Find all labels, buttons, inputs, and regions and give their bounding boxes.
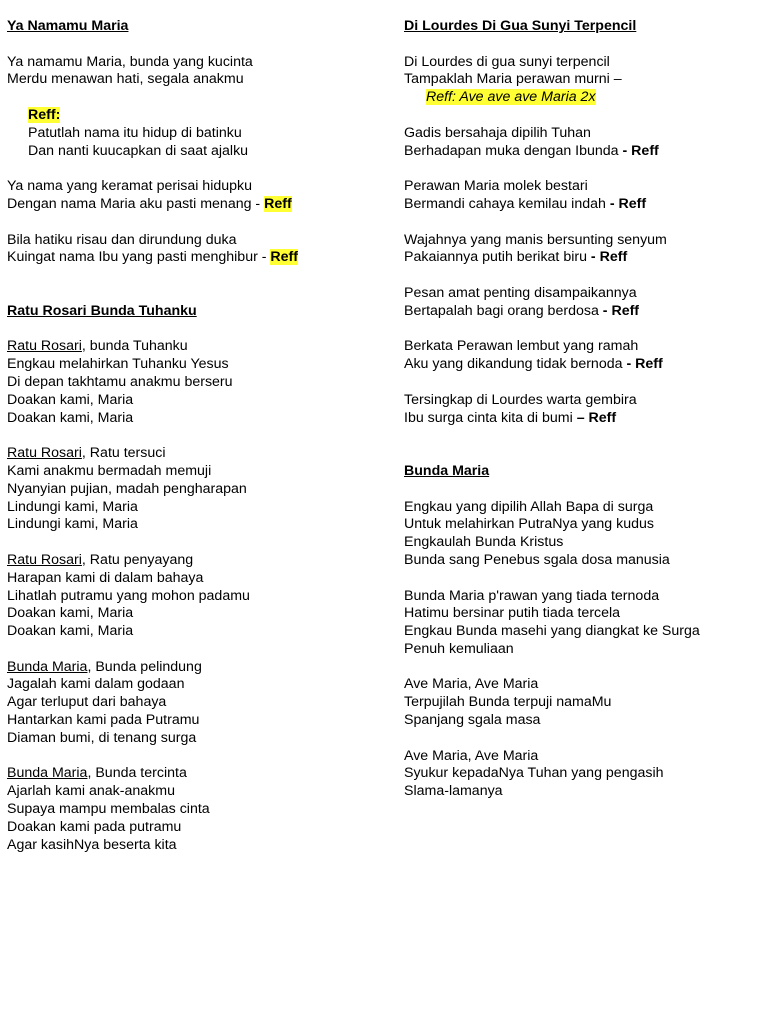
- lyric-line: Dengan nama Maria aku pasti menang - Reff: [7, 195, 292, 212]
- stanza: [404, 748, 764, 801]
- lyric-line: Jagalah kami dalam godaan: [7, 676, 185, 693]
- lyric-line: Bunda Maria p'rawan yang tiada ternoda: [404, 587, 660, 604]
- lyric-line: Dan nanti kuucapkan di saat ajalku: [28, 142, 249, 159]
- stanza: Bunda Maria, Bunda tercinta Ajarlah kami anak-anakmu Supaya mampu membalas cinta Doakan kami pada putramu Agar kasihNya beserta kita: [7, 765, 377, 854]
- lyric-line: Di Lourdes di gua sunyi terpencil: [404, 53, 610, 70]
- lyric-line: Wajahnya yang manis bersunting senyum: [404, 231, 667, 248]
- stanza: Ratu Rosari, bunda Tuhanku Engkau melahirkan Tuhanku Yesus Di depan takhtamu anakmu berseru Doakan kami, Maria Doakan kami, Maria: [7, 338, 377, 427]
- lyric-line: Doakan kami, Maria: [7, 605, 134, 622]
- stanza: [404, 676, 764, 729]
- lyric-line: Ibu surga cinta kita di bumi – Reff: [404, 409, 617, 426]
- lyric-line: Berhadapan muka dengan Ibunda - Reff: [404, 142, 659, 159]
- lyric-line: Patutlah nama itu hidup di batinku: [28, 124, 242, 141]
- lyric-line: Slama-lamanya: [404, 783, 503, 800]
- lyric-line: Spanjang sgala masa: [404, 712, 541, 729]
- lyric-line: Aku yang dikandung tidak bernoda - Reff: [404, 356, 663, 373]
- lyric-line: Lihatlah putramu yang mohon padamu: [7, 587, 250, 604]
- lyric-line: Engkau yang dipilih Allah Bapa di surga: [404, 498, 654, 515]
- lyric-line: Doakan kami, Maria: [7, 391, 134, 408]
- lyric-line: Diaman bumi, di tenang surga: [7, 729, 197, 746]
- lyric-line: Doakan kami pada putramu: [7, 818, 182, 835]
- stanza: Ratu Rosari, Ratu tersuci Kami anakmu bermadah memuji Nyanyian pujian, madah pengharapan Lindungi kami, Maria Lindungi kami, Maria: [7, 445, 377, 534]
- stanza: [404, 125, 764, 161]
- song-title-di-lourdes: Di Lourdes Di Gua Sunyi Terpencil: [404, 18, 637, 34]
- stanza: Ratu Rosari, Ratu penyayang Harapan kami di dalam bahaya Lihatlah putramu yang mohon padamu Doakan kami, Maria Doakan kami, Maria: [7, 552, 377, 641]
- lyric-line: Gadis bersahaja dipilih Tuhan: [404, 124, 591, 141]
- stanza: [404, 338, 764, 374]
- lyric-line: Engkau melahirkan Tuhanku Yesus: [7, 356, 229, 373]
- lyric-line: Penuh kemuliaan: [404, 640, 514, 657]
- lyric-line: Bertapalah bagi orang berdosa - Reff: [404, 302, 640, 319]
- reff-line: Reff: Ave ave ave Maria 2x: [426, 89, 596, 106]
- lyric-line: Ya nama yang keramat perisai hidupku: [7, 178, 253, 195]
- lyric-line: Nyanyian pujian, madah pengharapan: [7, 480, 247, 497]
- lyric-line: Tampaklah Maria perawan murni –: [404, 71, 622, 88]
- lyric-line: Ave Maria, Ave Maria: [404, 676, 539, 693]
- stanza: [404, 178, 764, 214]
- right-column: [404, 18, 764, 801]
- song-title-ya-namamu-maria: Ya Namamu Maria: [7, 18, 129, 34]
- lyric-line: Harapan kami di dalam bahaya: [7, 569, 204, 586]
- reff-label: Reff:: [28, 106, 61, 123]
- lyric-line: Berkata Perawan lembut yang ramah: [404, 338, 639, 355]
- lyric-line: Merdu menawan hati, segala anakmu: [7, 71, 244, 88]
- lyric-line: Lindungi kami, Maria: [7, 498, 138, 515]
- stanza: Bunda Maria, Bunda pelindung Jagalah kami dalam godaan Agar terluput dari bahaya Hantarkan kami pada Putramu Diaman bumi, di tenang surga: [7, 659, 377, 748]
- lyric-line: Terpujilah Bunda terpuji namaMu: [404, 694, 612, 711]
- lyric-line: Perawan Maria molek bestari: [404, 178, 588, 195]
- lyric-line: Ave Maria, Ave Maria: [404, 747, 539, 764]
- lyric-line: Pakaiannya putih berikat biru - Reff: [404, 249, 628, 266]
- lyric-line: Di depan takhtamu anakmu berseru: [7, 373, 233, 390]
- lyric-line: Supaya mampu membalas cinta: [7, 801, 210, 818]
- song-title-bunda-maria: Bunda Maria: [404, 462, 490, 479]
- lyric-line: Tersingkap di Lourdes warta gembira: [404, 391, 637, 408]
- lyric-line: Agar terluput dari bahaya: [7, 694, 167, 711]
- lyric-line: Doakan kami, Maria: [7, 409, 134, 426]
- stanza: [404, 285, 764, 321]
- lyric-line: Hatimu bersinar putih tiada tercela: [404, 605, 621, 622]
- lyric-line: Agar kasihNya beserta kita: [7, 836, 177, 853]
- lyric-line: Doakan kami, Maria: [7, 623, 134, 640]
- stanza: [404, 499, 764, 570]
- lyric-line: Bunda sang Penebus sgala dosa manusia: [404, 551, 670, 568]
- stanza: [404, 232, 764, 268]
- lyric-line: Untuk melahirkan PutraNya yang kudus: [404, 516, 654, 533]
- lyric-line: Hantarkan kami pada Putramu: [7, 712, 200, 729]
- lyric-line: Syukur kepadaNya Tuhan yang pengasih: [404, 765, 664, 782]
- lyric-line: Bila hatiku risau dan dirundung duka: [7, 231, 237, 248]
- lyric-line: Ya namamu Maria, bunda yang kucinta: [7, 53, 253, 70]
- lyric-line: Ajarlah kami anak-anakmu: [7, 783, 175, 800]
- left-column: [7, 18, 377, 854]
- lyric-line: Engkau Bunda masehi yang diangkat ke Surga: [404, 623, 700, 640]
- lyric-line: Engkaulah Bunda Kristus: [404, 534, 564, 551]
- song-title-ratu-rosari: Ratu Rosari Bunda Tuhanku: [7, 302, 197, 319]
- lyric-line: Lindungi kami, Maria: [7, 516, 138, 533]
- lyric-line: Bermandi cahaya kemilau indah - Reff: [404, 195, 647, 212]
- stanza: [404, 392, 764, 428]
- stanza: [404, 588, 764, 659]
- lyric-line: Kuingat nama Ibu yang pasti menghibur - Reff: [7, 249, 299, 266]
- lyric-line: Pesan amat penting disampaikannya: [404, 284, 637, 301]
- reff-tag: Reff: [270, 249, 299, 266]
- lyric-line: Kami anakmu bermadah memuji: [7, 462, 212, 479]
- reff-tag: Reff: [264, 195, 292, 212]
